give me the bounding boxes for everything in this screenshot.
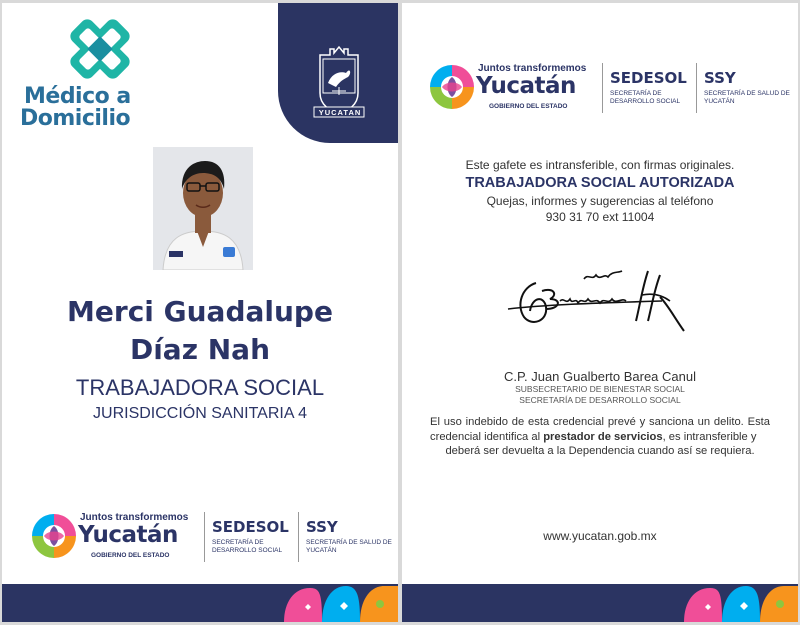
logo-yucatan: Yucatán xyxy=(78,522,178,548)
footer-bar xyxy=(402,584,798,622)
legal-notice xyxy=(430,415,770,445)
logo-ssy-sub2: YUCATÁN xyxy=(704,98,735,105)
website-link[interactable]: www.yucatan.gob.mx xyxy=(543,529,657,543)
logo-divider xyxy=(298,512,299,562)
logo-sedesol-sub2: DESARROLLO SOCIAL xyxy=(610,98,681,105)
logo-slogan: Juntos transformemos xyxy=(80,512,189,523)
logo-yucatan: Yucatán xyxy=(476,73,576,99)
signer-name: C.P. Juan Gualberto Barea Canul xyxy=(504,369,696,384)
footer-bar xyxy=(2,584,398,622)
complaints-phone: 930 31 70 ext 11004 xyxy=(545,210,655,224)
handwritten-signature-icon xyxy=(502,261,702,341)
logo-sedesol-sub1: SECRETARÍA DE xyxy=(610,90,662,97)
badge-front xyxy=(2,3,398,622)
medico-domicilio-cross-icon xyxy=(64,13,136,85)
government-logos-back xyxy=(428,61,788,117)
seal-label: YUCATAN xyxy=(318,108,362,117)
yucatan-flower-logo-icon xyxy=(428,63,476,111)
logo-ssy: SSY xyxy=(306,518,338,536)
logo-sedesol: SEDESOL xyxy=(610,69,687,87)
logo-divider xyxy=(204,512,205,562)
logo-divider xyxy=(602,63,603,113)
logo-ssy-sub2: YUCATÁN xyxy=(306,547,337,554)
state-seal-panel xyxy=(278,3,398,143)
logo-sedesol: SEDESOL xyxy=(212,518,289,536)
logo-ssy-sub1: SECRETARÍA DE SALUD DE xyxy=(306,539,392,546)
logo-gobierno: GOBIERNO DEL ESTADO xyxy=(91,552,170,559)
legal-notice-part1: El uso indebido de esta credencial prevé y sanciona un delito. Esta credencial identifica al xyxy=(430,416,770,443)
employee-name-line1: Merci Guadalupe xyxy=(67,295,333,328)
yucatan-flower-logo-icon xyxy=(30,512,78,560)
logo-sedesol-sub2: DESARROLLO SOCIAL xyxy=(212,547,283,554)
authorized-role: TRABAJADORA SOCIAL AUTORIZADA xyxy=(465,175,735,191)
brand-title-line2: Domicilio xyxy=(20,106,131,131)
logo-sedesol-sub1: SECRETARÍA DE xyxy=(212,539,264,546)
employee-jurisdiction: JURISDICCIÓN SANITARIA 4 xyxy=(93,405,307,422)
badge-back xyxy=(402,3,798,622)
logo-ssy: SSY xyxy=(704,69,736,87)
logo-gobierno: GOBIERNO DEL ESTADO xyxy=(489,103,568,110)
signer-title: SUBSECRETARIO DE BIENESTAR SOCIAL xyxy=(515,384,685,394)
employee-name-line2: Díaz Nah xyxy=(129,333,271,366)
legal-notice-tail: deberá ser devuelta a la Dependencia cuando así se requiera. xyxy=(445,445,755,457)
logo-ssy-sub1: SECRETARÍA DE SALUD DE xyxy=(704,90,790,97)
badge-intro-text: Este gafete es intransferible, con firmas originales. xyxy=(465,158,735,172)
decorative-pattern-icon xyxy=(684,584,798,622)
employee-photo xyxy=(153,147,253,270)
legal-notice-part2: , es intransferible y xyxy=(662,431,757,443)
logo-divider xyxy=(696,63,697,113)
person-portrait-icon xyxy=(153,147,253,270)
brand-title-line1: Médico a xyxy=(24,84,131,109)
employee-role: TRABAJADORA SOCIAL xyxy=(75,375,325,400)
signer-department: SECRETARÍA DE DESARROLLO SOCIAL xyxy=(519,395,681,405)
government-logos-front xyxy=(30,510,390,566)
legal-notice-bold: prestador de servicios xyxy=(543,431,663,443)
complaints-text: Quejas, informes y sugerencias al teléfono xyxy=(486,194,714,208)
logo-slogan: Juntos transformemos xyxy=(478,63,587,74)
decorative-pattern-icon xyxy=(284,584,398,622)
